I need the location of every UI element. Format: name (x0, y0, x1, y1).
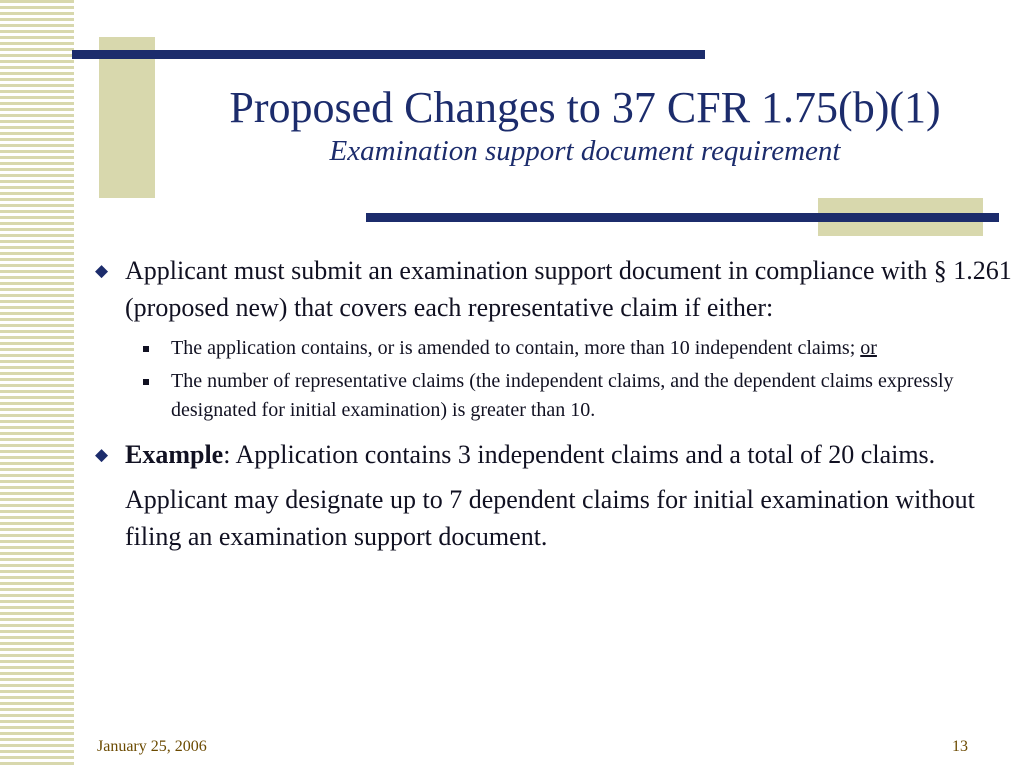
tan-accent-block-top (99, 37, 155, 198)
sub-bullet-independent-claims (95, 334, 1015, 363)
underlined-or: or (860, 337, 877, 359)
footer-date: January 25, 2006 (97, 738, 207, 755)
striped-left-border (0, 0, 74, 768)
example-continuation: Applicant may designate up to 7 dependent claims for initial examination without filing an examination support document. (125, 485, 975, 551)
sub-bullet-text: The application contains, or is amended to contain, more than 10 independent claims; (171, 337, 861, 359)
slide-content (95, 252, 1015, 555)
diamond-bullet-icon: ◆ (95, 445, 109, 464)
navy-rule-top (72, 50, 705, 59)
diamond-bullet-icon: ◆ (95, 261, 109, 280)
slide-title: Proposed Changes to 37 CFR 1.75(b)(1) (229, 83, 941, 132)
bullet-example (95, 436, 1015, 473)
bullet-requirement-text: Applicant must submit an examination support document in compliance with § 1.261 (proposed new) that covers each representative claim if either: (125, 256, 1012, 322)
example-label: Example (125, 440, 224, 469)
navy-rule-bottom (366, 213, 999, 222)
sub-bullet-text: The number of representative claims (the independent claims, and the dependent claims expressly designated for initial examination) is greater than 10. (171, 370, 954, 421)
slide-subtitle: Examination support document requirement (329, 135, 841, 167)
page-number: 13 (952, 738, 968, 755)
bullet-requirement (95, 252, 1015, 326)
example-text: : Application contains 3 independent claims and a total of 20 claims. (223, 440, 936, 469)
title-block (160, 82, 1010, 168)
sub-bullet-representative-claims (95, 367, 1015, 425)
square-bullet-icon (143, 346, 149, 352)
square-bullet-icon (143, 379, 149, 385)
